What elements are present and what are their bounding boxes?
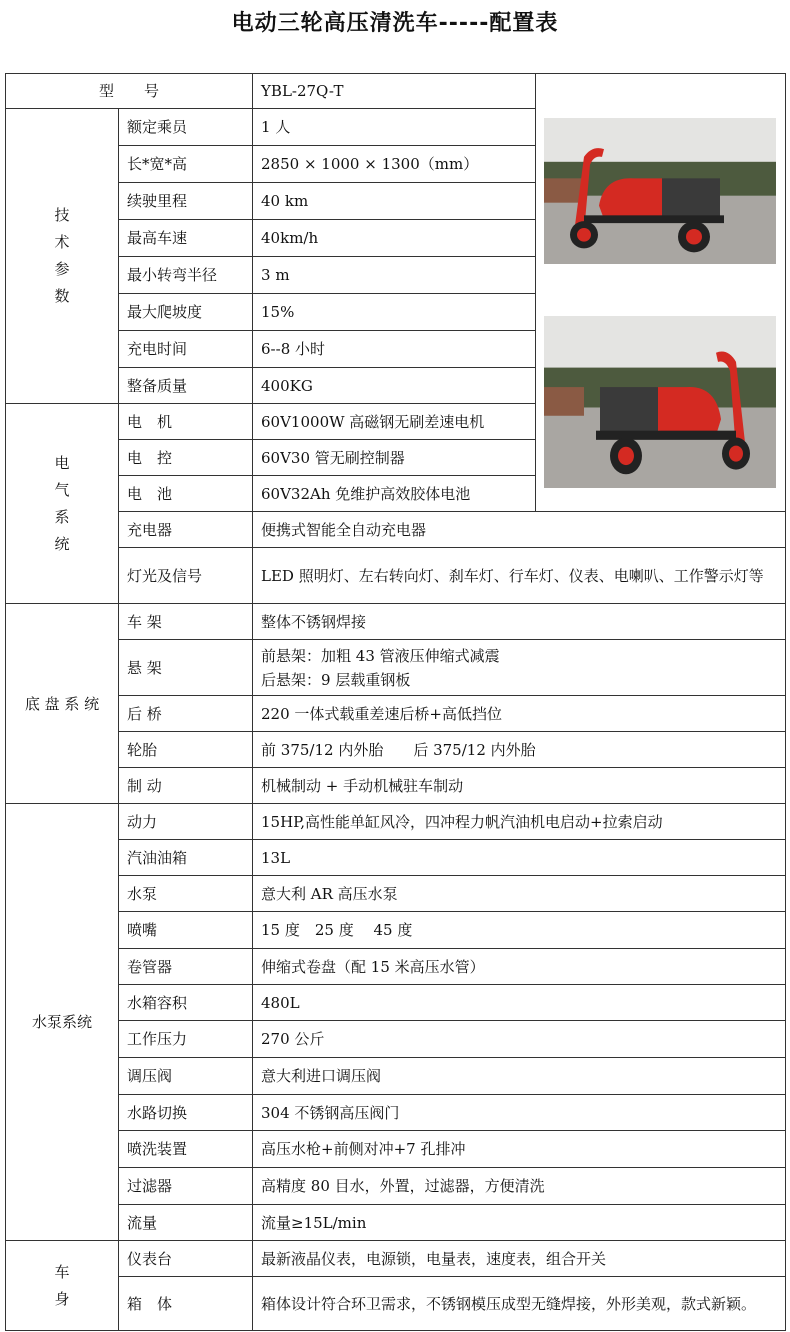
spec-value: 40 km xyxy=(253,183,536,220)
table-row xyxy=(6,985,786,1021)
table-row xyxy=(6,804,786,840)
spec-label: 制 动 xyxy=(119,768,253,804)
spec-label: 箱 体 xyxy=(119,1277,253,1331)
spec-value: 480L xyxy=(253,985,786,1021)
spec-label: 充电时间 xyxy=(119,331,253,368)
tricycle-image xyxy=(544,316,776,488)
table-row xyxy=(6,640,786,696)
section-label: 底 盘 系 统 xyxy=(24,694,100,713)
spec-value: 270 公斤 xyxy=(253,1021,786,1058)
spec-value: 304 不锈钢高压阀门 xyxy=(253,1095,786,1131)
spec-label: 整备质量 xyxy=(119,368,253,404)
spec-label: 调压阀 xyxy=(119,1058,253,1095)
spec-value: 意大利 AR 高压水泵 xyxy=(253,876,786,912)
spec-label: 动力 xyxy=(119,804,253,840)
spec-value: 15 度 25 度 45 度 xyxy=(253,912,786,949)
spec-value: 400KG xyxy=(253,368,536,404)
table-row xyxy=(6,876,786,912)
spec-label: 额定乘员 xyxy=(119,109,253,146)
spec-label: 仪表台 xyxy=(119,1241,253,1277)
spec-label: 喷洗装置 xyxy=(119,1131,253,1168)
spec-value: 1 人 xyxy=(253,109,536,146)
spec-value: 整体不锈钢焊接 xyxy=(253,604,786,640)
spec-label: 喷嘴 xyxy=(119,912,253,949)
spec-value: 伸缩式卷盘（配 15 米高压水管） xyxy=(253,949,786,985)
spec-label: 最高车速 xyxy=(119,220,253,257)
section-label: 水泵系统 xyxy=(31,1013,92,1031)
spec-value: 3 m xyxy=(253,257,536,294)
spec-label: 悬 架 xyxy=(119,640,253,696)
spec-label: 水泵 xyxy=(119,876,253,912)
spec-value: 6--8 小时 xyxy=(253,331,536,368)
vehicle-photos xyxy=(536,74,786,512)
section-label: 技术参数 xyxy=(54,206,70,305)
spec-label: 最大爬坡度 xyxy=(119,294,253,331)
spec-value: 意大利进口调压阀 xyxy=(253,1058,786,1095)
spec-label: 后 桥 xyxy=(119,696,253,732)
spec-label: 过滤器 xyxy=(119,1168,253,1205)
spec-value-line: 后悬架：9 层载重钢板 xyxy=(261,670,411,689)
model-label: 型 号 xyxy=(6,74,253,109)
spec-value-line: 前悬架：加粗 43 管液压伸缩式减震 xyxy=(261,646,500,665)
table-row xyxy=(6,1277,786,1331)
spec-label: 车 架 xyxy=(119,604,253,640)
spec-value: 前 375/12 内外胎 后 375/12 内外胎 xyxy=(253,732,786,768)
spec-label: 流量 xyxy=(119,1205,253,1241)
table-row xyxy=(6,1168,786,1205)
section-name xyxy=(6,604,119,804)
spec-label: 电 池 xyxy=(119,476,253,512)
spec-label: 续驶里程 xyxy=(119,183,253,220)
spec-value: 60V1000W 高磁钢无刷差速电机 xyxy=(253,404,536,440)
table-row xyxy=(6,1241,786,1277)
table-row xyxy=(6,1205,786,1241)
spec-label: 电 机 xyxy=(119,404,253,440)
table-row xyxy=(6,840,786,876)
spec-label: 工作压力 xyxy=(119,1021,253,1058)
section-label: 车身 xyxy=(54,1262,70,1308)
spec-value: 15% xyxy=(253,294,536,331)
table-row xyxy=(6,949,786,985)
spec-label: 水路切换 xyxy=(119,1095,253,1131)
table-row xyxy=(6,732,786,768)
table-row xyxy=(6,604,786,640)
table-row xyxy=(6,1131,786,1168)
spec-value xyxy=(253,640,786,696)
spec-value: 高精度 80 目水，外置，过滤器，方便清洗 xyxy=(253,1168,786,1205)
spec-label: 灯光及信号 xyxy=(119,548,253,604)
spec-value: 机械制动 + 手动机械驻车制动 xyxy=(253,768,786,804)
spec-value: 流量≥15L/min xyxy=(253,1205,786,1241)
table-row xyxy=(6,912,786,949)
spec-value: 2850 × 1000 × 1300（mm） xyxy=(253,146,536,183)
table-row xyxy=(6,1095,786,1131)
table-row xyxy=(6,768,786,804)
spec-label: 卷管器 xyxy=(119,949,253,985)
spec-value: 箱体设计符合环卫需求，不锈钢模压成型无缝焊接，外形美观，款式新颖。 xyxy=(253,1277,786,1331)
tricycle-image xyxy=(544,118,776,264)
table-row xyxy=(6,1021,786,1058)
spec-value: 便携式智能全自动充电器 xyxy=(253,512,786,548)
spec-label: 水箱容积 xyxy=(119,985,253,1021)
spec-value: 40km/h xyxy=(253,220,536,257)
model-value: YBL-27Q-T xyxy=(253,74,536,109)
section-name xyxy=(6,1241,119,1331)
spec-label: 最小转弯半径 xyxy=(119,257,253,294)
table-row xyxy=(6,512,786,548)
spec-value: 60V32Ah 免维护高效胶体电池 xyxy=(253,476,536,512)
table-row xyxy=(6,696,786,732)
spec-value: 15HP,高性能单缸风冷，四冲程力帆汽油机电启动+拉索启动 xyxy=(253,804,786,840)
vehicle-photo-side xyxy=(544,316,776,488)
spec-label: 长*宽*高 xyxy=(119,146,253,183)
table-row xyxy=(6,548,786,604)
section-name xyxy=(6,404,119,604)
spec-value: 220 一体式载重差速后桥+高低挡位 xyxy=(253,696,786,732)
vehicle-photo-front xyxy=(544,118,776,264)
spec-value: 13L xyxy=(253,840,786,876)
section-name xyxy=(6,804,119,1241)
table-row xyxy=(6,1058,786,1095)
spec-value: 最新液晶仪表，电源锁，电量表，速度表，组合开关 xyxy=(253,1241,786,1277)
spec-label: 电 控 xyxy=(119,440,253,476)
spec-label: 汽油油箱 xyxy=(119,840,253,876)
spec-table xyxy=(5,73,786,1331)
spec-label: 充电器 xyxy=(119,512,253,548)
section-name xyxy=(6,109,119,404)
spec-value: 高压水枪+前侧对冲+7 孔排冲 xyxy=(253,1131,786,1168)
spec-label: 轮胎 xyxy=(119,732,253,768)
spec-value: 60V30 管无刷控制器 xyxy=(253,440,536,476)
spec-value: LED 照明灯、左右转向灯、刹车灯、行车灯、仪表、电喇叭、工作警示灯等 xyxy=(253,548,786,604)
page-title: 电动三轮高压清洗车-----配置表 xyxy=(231,11,559,36)
section-label: 电气系统 xyxy=(54,453,70,553)
